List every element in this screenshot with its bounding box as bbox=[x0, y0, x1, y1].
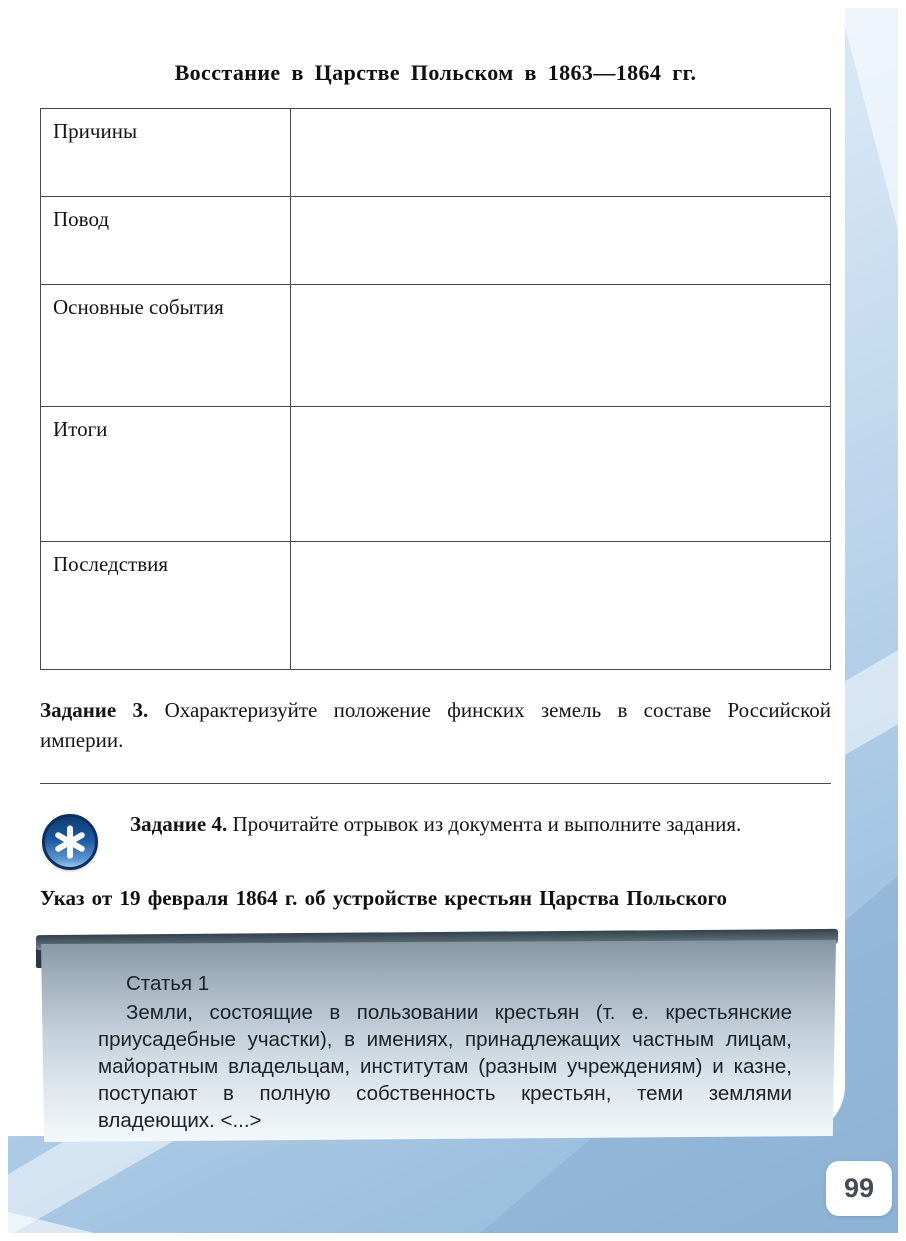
article-title: Статья 1 bbox=[126, 972, 210, 995]
answer-cell[interactable] bbox=[291, 542, 831, 670]
table-row bbox=[41, 542, 831, 670]
answer-cell[interactable] bbox=[291, 285, 831, 407]
row-label: Итоги bbox=[41, 407, 291, 542]
revolt-table bbox=[40, 108, 831, 670]
task3-label: Задание 3. bbox=[40, 698, 149, 722]
task4-text bbox=[130, 810, 831, 840]
task3-body: Охарактеризуйте положение финских земель в составе Российской империи. bbox=[40, 698, 832, 752]
task-icon bbox=[42, 814, 98, 870]
asterisk-icon bbox=[53, 825, 87, 859]
task4-body: Прочитайте отрывок из документа и выполните задания. bbox=[232, 812, 742, 836]
table-row bbox=[41, 407, 831, 542]
task4-label: Задание 4. bbox=[130, 812, 228, 836]
answer-cell[interactable] bbox=[291, 197, 831, 285]
row-label: Причины bbox=[41, 109, 291, 197]
table-row bbox=[41, 197, 831, 285]
task4-block bbox=[40, 810, 831, 874]
task3-text bbox=[40, 696, 831, 756]
answer-cell[interactable] bbox=[291, 109, 831, 197]
article-text: Земли, состоящие в пользовании крестьян (т. е. крестьянские приусадебные участки), в имениях, принадлежащих частным лицам, майоратным владельцам, институтам (разным учреждениям) и казне, поступают в полную собственность крестьян, теми землями владеющих. <...> bbox=[98, 1001, 792, 1133]
row-label: Последствия bbox=[41, 542, 291, 670]
row-label: Основные события bbox=[41, 285, 291, 407]
row-label: Повод bbox=[41, 197, 291, 285]
answer-cell[interactable] bbox=[291, 407, 831, 542]
excerpt-text bbox=[98, 970, 792, 1134]
decree-heading: Указ от 19 февраля 1864 г. об устройстве крестьян Царства Польского bbox=[40, 886, 728, 910]
table-row bbox=[41, 285, 831, 407]
document-excerpt bbox=[36, 926, 838, 1142]
section-title: Восстание в Царстве Польском в 1863—1864 гг. bbox=[174, 60, 697, 85]
answer-line[interactable] bbox=[40, 783, 831, 784]
page-number: 99 bbox=[826, 1161, 892, 1216]
table-row bbox=[41, 109, 831, 197]
